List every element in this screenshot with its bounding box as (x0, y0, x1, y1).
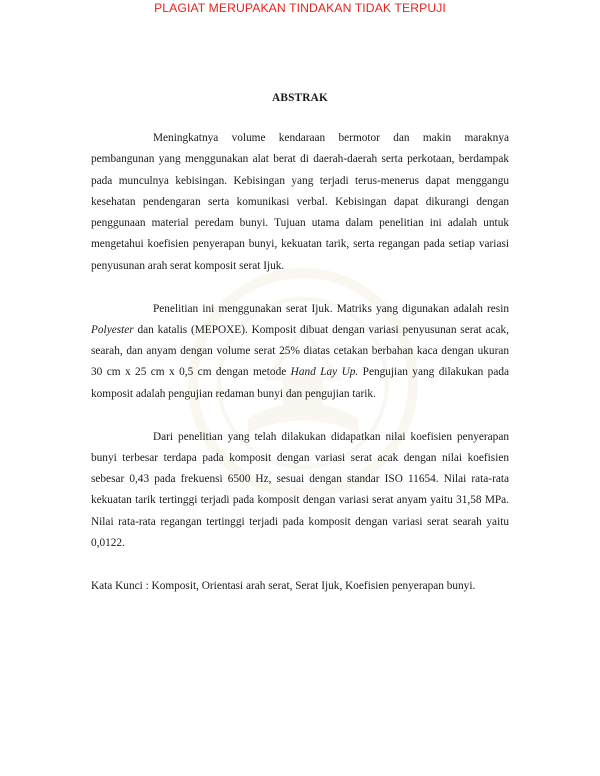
paragraph-2-text-3: Pengujian yang dilakukan pada komposit adalah pengujian redaman bunyi dan pengujian tarik. (91, 366, 509, 400)
abstract-body (91, 128, 509, 597)
abstract-paragraph-1: Meningkatnya volume kendaraan bermotor dan makin maraknya pembangunan yang menggunakan alat berat di daerah-daerah serta perkotaan, berdampak pada munculnya kebisingan. Kebisingan yang terjadi terus-menerus dapat menggangu kesehatan pendengaran serta komunikasi verbal. Kebisingan dapat dikurangi dengan penggunaan material peredam bunyi. Tujuan utama dalam penelitian ini adalah untuk mengetahui koefisien penyerapan bunyi, kekuatan tarik, serta regangan pada setiap variasi penyusunan arah serat komposit serat Ijuk. (91, 132, 509, 272)
abstract-paragraph-3: Dari penelitian yang telah dilakukan didapatkan nilai koefisien penyerapan bunyi terbesar terdapa pada komposit dengan variasi serat acak dengan nilai koefisien sebesar 0,43 pada frekuensi 6500 Hz, sesuai dengan standar ISO 11654. Nilai rata-rata kekuatan tarik tertinggi terjadi pada komposit dengan variasi serat anyam yaitu 31,58 MPa. Nilai rata-rata regangan tertinggi terjadi pada komposit dengan variasi serat searah yaitu 0,0122. (91, 430, 509, 550)
paragraph-2-italic-method: Hand Lay Up. (290, 366, 359, 379)
page-title: ABSTRAK (271, 92, 328, 104)
paragraph-2-italic-polyester: Polyester (91, 323, 134, 336)
plagiarism-notice: PLAGIAT MERUPAKAN TINDAKAN TIDAK TERPUJI (154, 1, 446, 15)
abstract-paragraph-2 (91, 299, 509, 405)
paragraph-2-text-2: dan katalis (MEPOXE). Komposit dibuat dengan variasi penyusunan serat acak, searah, dan anyam dengan volume serat 25% diatas cetakan berbahan kaca dengan ukuran 30 cm x 25 cm x 0,5 cm dengan metode (91, 323, 509, 379)
keywords: Kata Kunci : Komposit, Orientasi arah serat, Serat Ijuk, Koefisien penyerapan bunyi. (91, 579, 476, 592)
paragraph-2-text-1: Penelitian ini menggunakan serat Ijuk. Matriks yang digunakan adalah resin (153, 302, 509, 315)
